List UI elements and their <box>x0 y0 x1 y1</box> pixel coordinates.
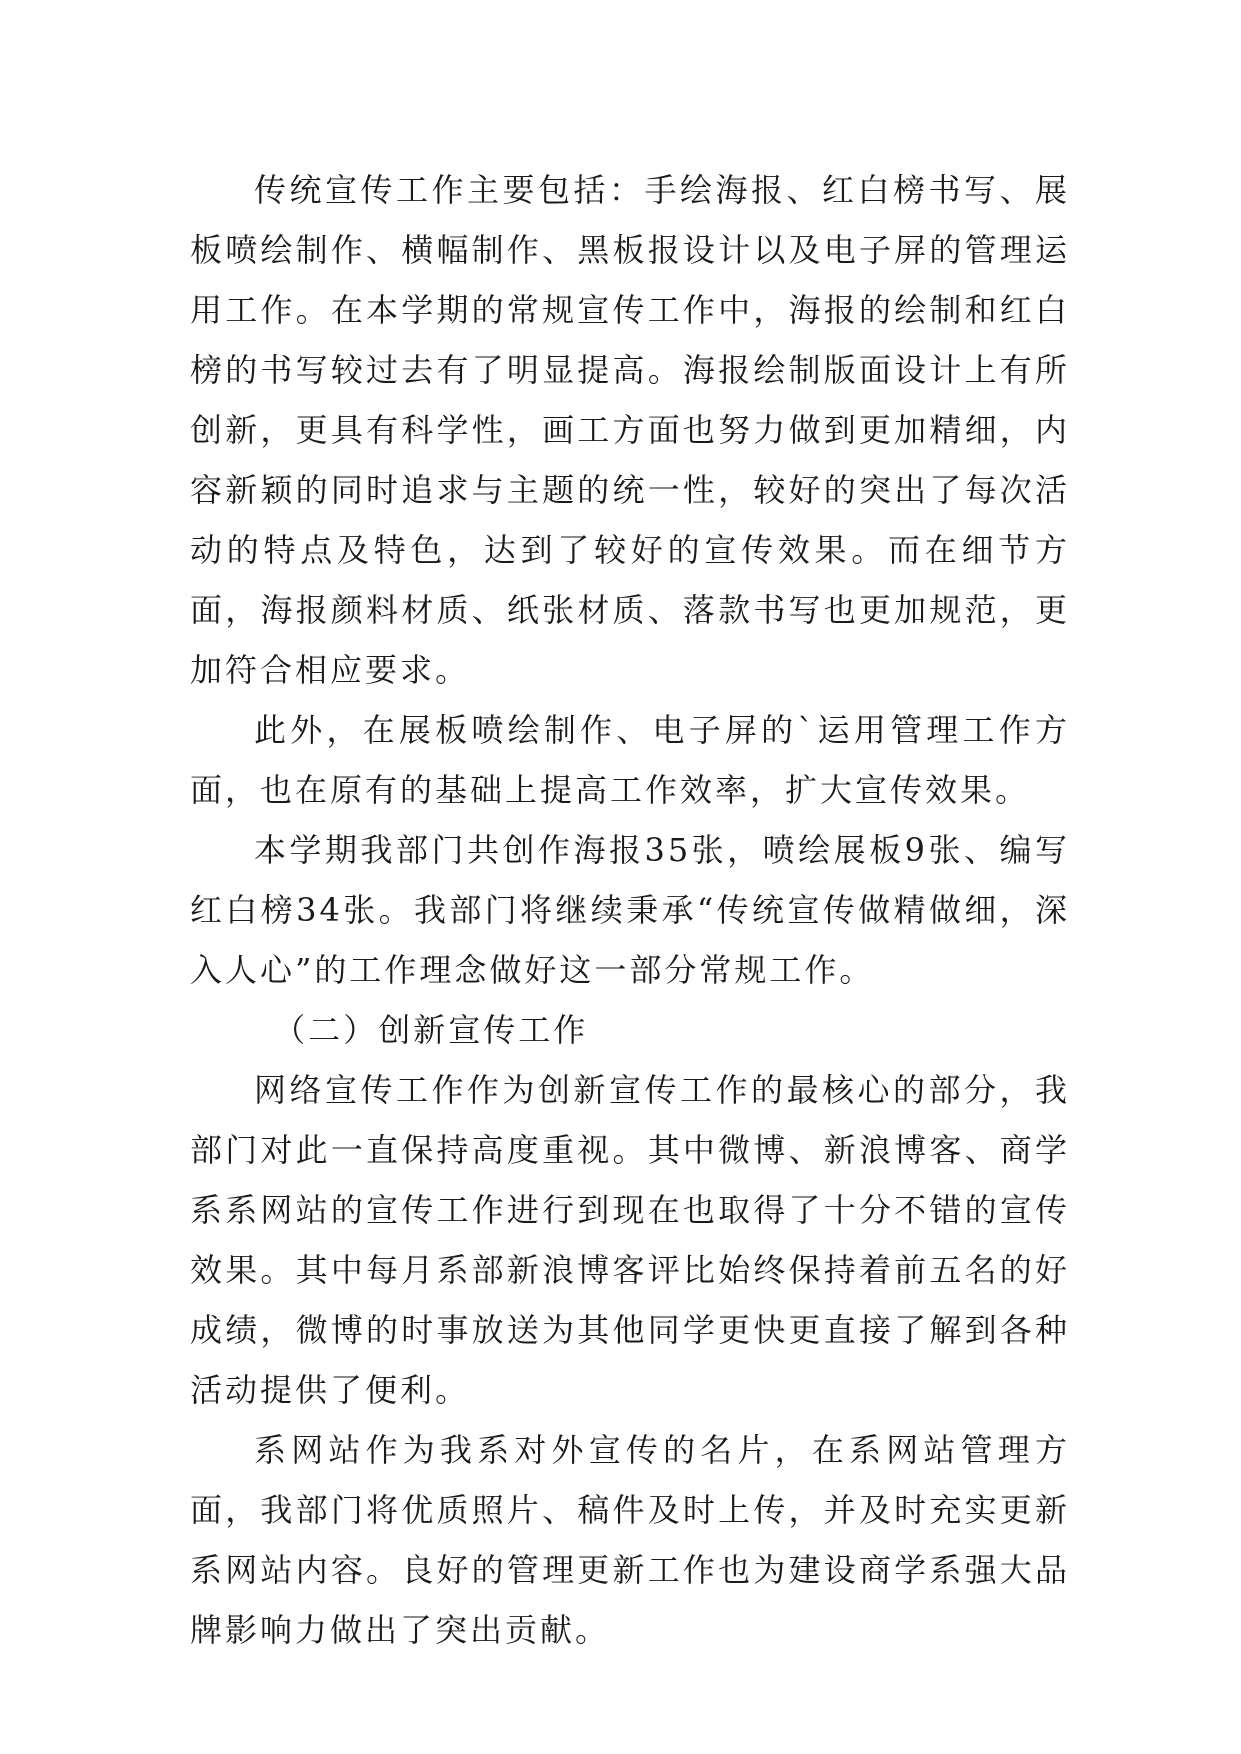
paragraph-traditional-publicity: 传统宣传工作主要包括：手绘海报、红白榜书写、展板喷绘制作、横幅制作、黑板报设计以及电子屏的管理运用工作。在本学期的常规宣传工作中，海报的绘制和红白榜的书写较过去有了明显提高。海报绘制版面设计上有所创新，更具有科学性，画工方面也努力做到更加精细，内容新颖的同时追求与主题的统一性，较好的突出了每次活动的特点及特色，达到了较好的宣传效果。而在细节方面，海报颜料材质、纸张材质、落款书写也更加规范，更加符合相应要求。 <box>190 171 1070 689</box>
document-body <box>190 160 1070 1660</box>
section-heading-innovative-publicity: （二）创新宣传工作 <box>273 1011 589 1049</box>
paragraph-online-publicity: 网络宣传工作作为创新宣传工作的最核心的部分，我部门对此一直保持高度重视。其中微博、新浪博客、商学系系网站的宣传工作进行到现在也取得了十分不错的宣传效果。其中每月系部新浪博客评比始终保持着前五名的好成绩，微博的时事放送为其他同学更快更直接了解到各种活动提供了便利。 <box>190 1071 1070 1409</box>
paragraph-semester-statistics: 本学期我部门共创作海报35张，喷绘展板9张、编写红白榜34张。我部门将继续秉承“传统宣传做精做细，深入人心”的工作理念做好这一部分常规工作。 <box>190 831 1070 989</box>
paragraph-display-board: 此外，在展板喷绘制作、电子屏的`运用管理工作方面，也在原有的基础上提高工作效率，扩大宣传效果。 <box>190 711 1070 809</box>
paragraph-department-website: 系网站作为我系对外宣传的名片，在系网站管理方面，我部门将优质照片、稿件及时上传，并及时充实更新系网站内容。良好的管理更新工作也为建设商学系强大品牌影响力做出了突出贡献。 <box>190 1431 1070 1649</box>
